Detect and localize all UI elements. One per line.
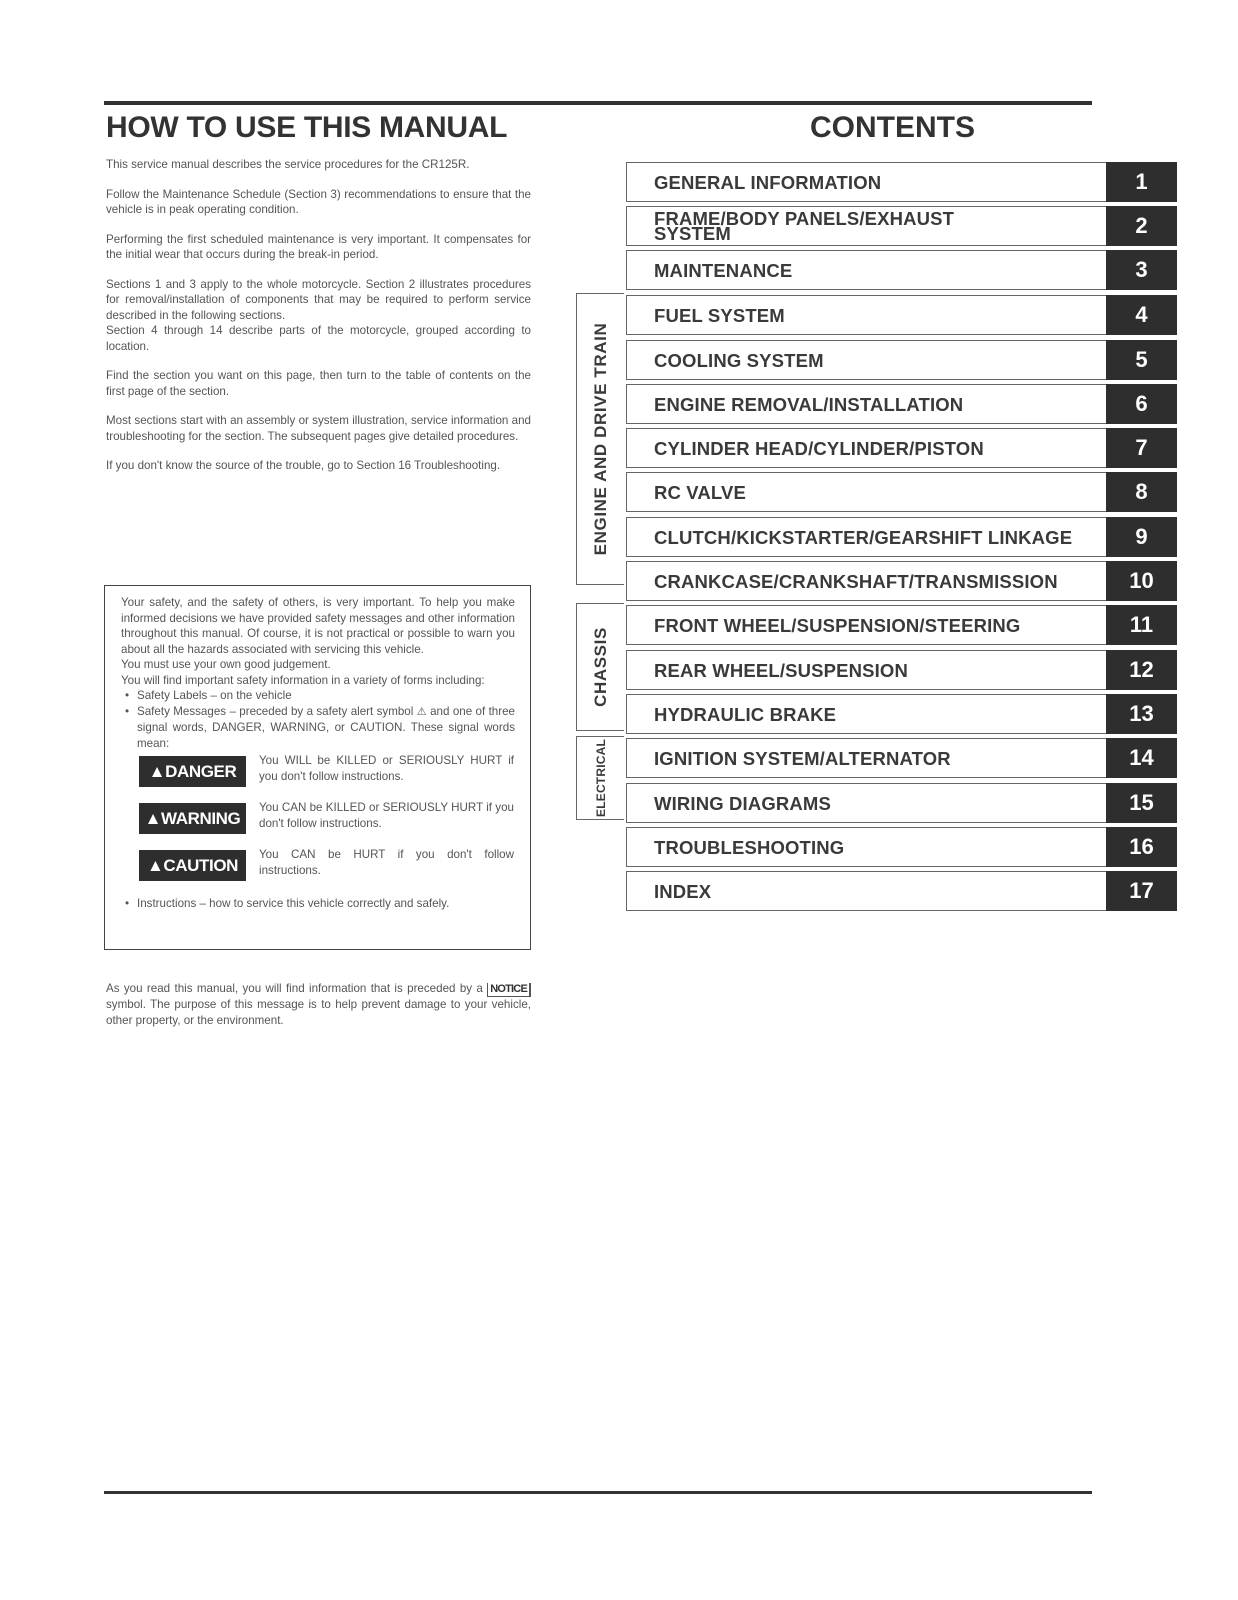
toc-section-number: 17 xyxy=(1106,871,1177,911)
safety-alert-icon: ⚠ xyxy=(416,705,427,718)
toc-section-number: 13 xyxy=(1106,694,1177,734)
toc-item-title: GENERAL INFORMATION xyxy=(626,162,1106,202)
toc-item-title: CLUTCH/KICKSTARTER/GEARSHIFT LINKAGE xyxy=(626,517,1106,557)
toc-item-title: ENGINE REMOVAL/INSTALLATION xyxy=(626,384,1106,424)
signal-danger xyxy=(121,753,515,798)
toc-item-title: TROUBLESHOOTING xyxy=(626,827,1106,867)
group-chassis: CHASSIS xyxy=(576,603,624,731)
toc-section-number: 9 xyxy=(1106,517,1177,557)
toc-item-rc-valve[interactable] xyxy=(626,472,1177,512)
bottom-rule xyxy=(104,1491,1092,1494)
toc-section-number: 2 xyxy=(1106,206,1177,246)
toc-item-title: FUEL SYSTEM xyxy=(626,295,1106,335)
toc-item-fuel-system[interactable] xyxy=(626,295,1177,335)
toc-section-number: 15 xyxy=(1106,783,1177,823)
intro-paragraph: If you don't know the source of the trouble, go to Section 16 Troubleshooting. xyxy=(106,459,501,472)
toc-section-number: 4 xyxy=(1106,295,1177,335)
danger-description: You WILL be KILLED or SERIOUSLY HURT if you don't follow instructions. xyxy=(259,754,514,783)
toc-item-title: CRANKCASE/CRANKSHAFT/TRANSMISSION xyxy=(626,561,1106,601)
safety-forms: You will find important safety information in a variety of forms including: xyxy=(121,673,485,687)
toc-item-rear-wheel-suspension[interactable] xyxy=(626,650,1177,690)
safety-bullet-labels: • Safety Labels – on the vehicle xyxy=(121,688,515,704)
toc-item-title: RC VALVE xyxy=(626,472,1106,512)
toc-item-title: IGNITION SYSTEM/ALTERNATOR xyxy=(626,738,1106,778)
toc-item-cylinder-head-cylinder-piston[interactable] xyxy=(626,428,1177,468)
top-rule xyxy=(104,101,1092,105)
safety-bullet-messages: • Safety Messages – preceded by a safety alert symbol ⚠ and one of three signal words, DANGER, WARNING, or CAUTION. These signal words mean: xyxy=(121,704,515,752)
intro-text xyxy=(106,157,531,488)
toc-item-title: MAINTENANCE xyxy=(626,250,1106,290)
toc-item-index[interactable] xyxy=(626,871,1177,911)
toc-item-troubleshooting[interactable] xyxy=(626,827,1177,867)
group-electrical: ELECTRICAL xyxy=(576,736,624,820)
toc-item-clutch-kickstarter-gearshift-linkage[interactable] xyxy=(626,517,1177,557)
toc-item-ignition-system-alternator[interactable] xyxy=(626,738,1177,778)
toc-section-number: 10 xyxy=(1106,561,1177,601)
notice-paragraph: As you read this manual, you will find information that is preceded by a NOTICE symbol. The purpose of this message is to help prevent damage to your vehicle, other property, or the environment. xyxy=(106,982,531,1027)
toc-item-general-information[interactable] xyxy=(626,162,1177,202)
toc-item-title: REAR WHEEL/SUSPENSION xyxy=(626,650,1106,690)
toc-section-number: 14 xyxy=(1106,738,1177,778)
toc-item-wiring-diagrams[interactable] xyxy=(626,783,1177,823)
toc-item-title: COOLING SYSTEM xyxy=(626,340,1106,380)
signal-caution xyxy=(121,847,515,892)
safety-info-box xyxy=(104,585,531,950)
intro-paragraph: Section 4 through 14 describe parts of the motorcycle, grouped according to location. xyxy=(106,324,531,353)
toc-section-number: 3 xyxy=(1106,250,1177,290)
toc-section-number: 12 xyxy=(1106,650,1177,690)
toc-item-crankcase-crankshaft-transmission[interactable] xyxy=(626,561,1177,601)
toc-item-title: FRAME/BODY PANELS/EXHAUST SYSTEM xyxy=(626,206,1106,246)
caution-badge: ▲CAUTION xyxy=(139,850,246,881)
toc-section-number: 7 xyxy=(1106,428,1177,468)
toc-item-title: HYDRAULIC BRAKE xyxy=(626,694,1106,734)
toc-item-front-wheel-suspension-steering[interactable] xyxy=(626,605,1177,645)
intro-paragraph: Follow the Maintenance Schedule (Section 3) recommendations to ensure that the vehicle is in peak operating condition. xyxy=(106,187,531,216)
toc-section-number: 6 xyxy=(1106,384,1177,424)
toc-section-number: 11 xyxy=(1106,605,1177,645)
toc-item-cooling-system[interactable] xyxy=(626,340,1177,380)
intro-paragraph: Most sections start with an assembly or system illustration, service information and troubleshooting for the section. The subsequent pages give detailed procedures. xyxy=(106,414,531,443)
warning-description: You CAN be KILLED or SERIOUSLY HURT if you don't follow instructions. xyxy=(259,801,514,830)
caution-description: You CAN be HURT if you don't follow instructions. xyxy=(259,848,514,877)
toc-section-number: 8 xyxy=(1106,472,1177,512)
intro-paragraph: This service manual describes the service procedures for the CR125R. xyxy=(106,158,470,171)
toc-section-number: 16 xyxy=(1106,827,1177,867)
intro-paragraph: Performing the first scheduled maintenance is very important. It compensates for the initial wear that occurs during the break-in period. xyxy=(106,232,531,261)
contents-title: CONTENTS xyxy=(810,111,975,144)
toc-item-frame-body-panels-exhaust-system[interactable] xyxy=(626,206,1177,246)
signal-warning xyxy=(121,800,515,845)
danger-badge: ▲DANGER xyxy=(139,756,246,787)
toc-item-title: CYLINDER HEAD/CYLINDER/PISTON xyxy=(626,428,1106,468)
toc-section-number: 5 xyxy=(1106,340,1177,380)
toc-item-maintenance[interactable] xyxy=(626,250,1177,290)
notice-badge: NOTICE xyxy=(487,983,531,997)
toc-item-title: INDEX xyxy=(626,871,1106,911)
toc-item-engine-removal-installation[interactable] xyxy=(626,384,1177,424)
warning-badge: ▲WARNING xyxy=(139,803,246,834)
intro-paragraph: Sections 1 and 3 apply to the whole motorcycle. Section 2 illustrates procedures for removal/installation of components that may be required to perform service described in the following sections. xyxy=(106,277,531,322)
group-engine-and-drive-train: ENGINE AND DRIVE TRAIN xyxy=(576,293,624,585)
toc-item-hydraulic-brake[interactable] xyxy=(626,694,1177,734)
toc-item-title: FRONT WHEEL/SUSPENSION/STEERING xyxy=(626,605,1106,645)
safety-bullet-instructions: • Instructions – how to service this vehicle correctly and safely. xyxy=(121,896,515,912)
page-title: HOW TO USE THIS MANUAL xyxy=(106,111,508,144)
toc-section-number: 1 xyxy=(1106,162,1177,202)
intro-paragraph: Find the section you want on this page, then turn to the table of contents on the first page of the section. xyxy=(106,369,531,398)
safety-intro: Your safety, and the safety of others, is very important. To help you make informed decisions we have provided safety messages and other information throughout this manual. Of course, it is not practical or possible to warn you about all the hazards associated with servicing this vehicle. xyxy=(121,596,515,656)
toc-item-title: WIRING DIAGRAMS xyxy=(626,783,1106,823)
safety-judgement: You must use your own good judgement. xyxy=(121,658,331,671)
